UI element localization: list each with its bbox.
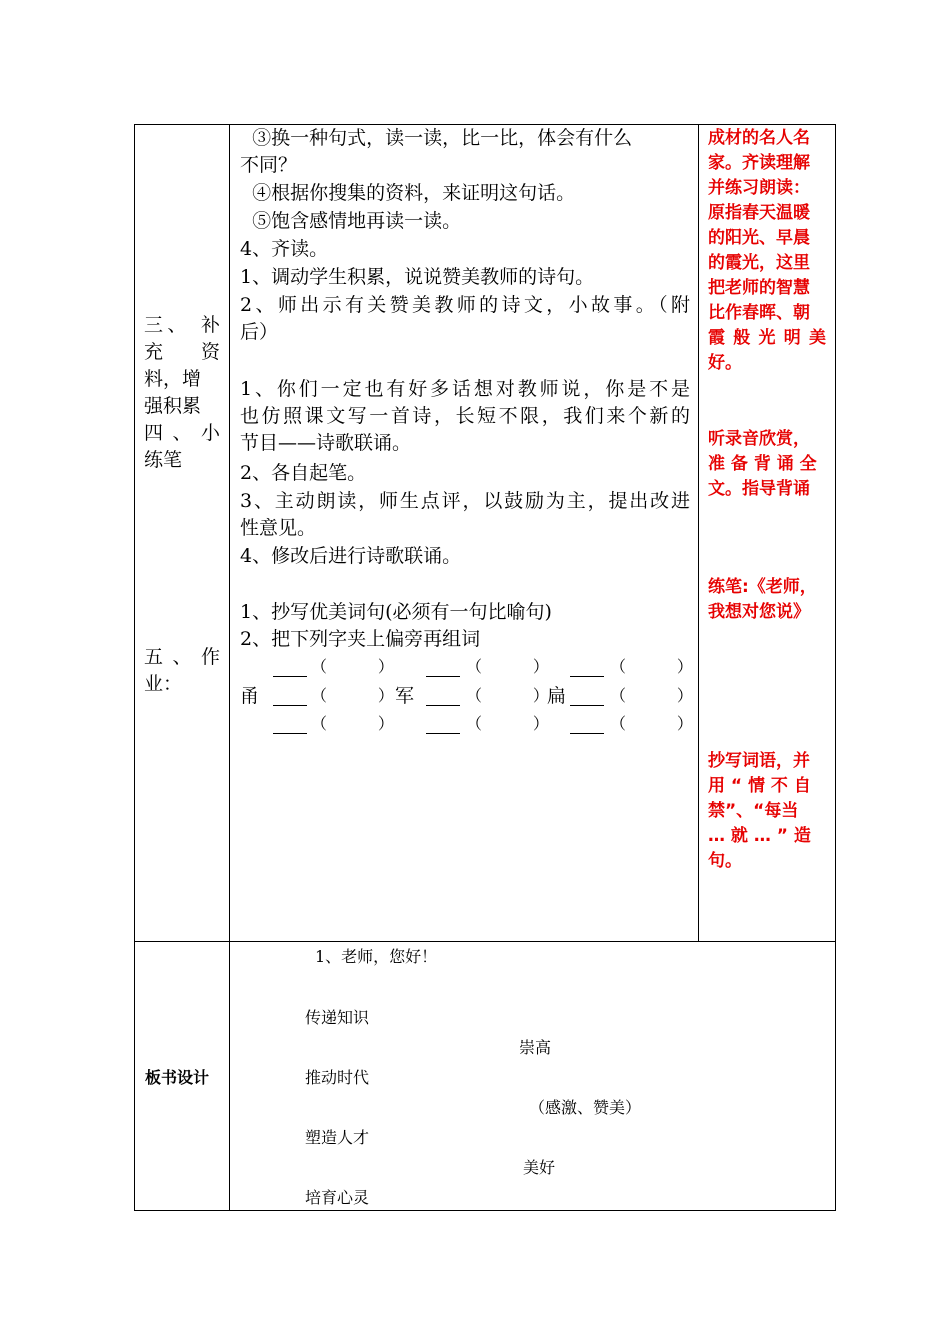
blank-line: [426, 733, 460, 734]
note-line: 禁”、“每当: [708, 801, 799, 821]
blank-line: [426, 705, 460, 706]
paren-blank: （ ）: [466, 657, 549, 676]
note-line: 准 备 背 诵 全: [708, 454, 817, 474]
note-line: 并练习朗读：: [708, 178, 810, 198]
paren-blank: （ ）: [311, 686, 394, 705]
note-line: 原指春天温暖: [708, 203, 810, 223]
text-line: 不同？: [240, 154, 298, 176]
text-line: ③换一种句式，读一读，比一比，体会有什么: [240, 127, 633, 149]
text-line: 2、把下列字夹上偏旁再组词: [240, 628, 481, 650]
blank-line: [570, 733, 604, 734]
text-line: 1、抄写优美词句(必须有一句比喻句): [240, 601, 552, 623]
label-line: 强积累: [144, 395, 202, 417]
text-line: 2、各自起笔。: [240, 462, 367, 484]
note-line: 的阳光、早晨: [708, 228, 810, 248]
label-line: 练笔: [144, 449, 183, 471]
paren-blank: （ ）: [610, 657, 693, 676]
blank-line: [273, 676, 307, 677]
col-divider-1: [229, 124, 230, 1211]
text-line: 后）: [240, 321, 279, 343]
note-line: … 就 … ” 造: [708, 826, 811, 846]
board-title: 1、老师，您好！: [315, 947, 438, 966]
text-line: 2、师出示有关赞美教师的诗文，小故事。（附: [240, 294, 690, 316]
text-line: ④根据你搜集的资料，来证明这句话。: [240, 182, 576, 204]
text-line: 性意见。: [240, 517, 317, 539]
text-line: 3、主动朗读，师生点评，以鼓励为主，提出改进: [240, 490, 690, 512]
paren-blank: （ ）: [311, 714, 394, 733]
exercise-char: 甬: [240, 685, 260, 707]
blank-line: [273, 733, 307, 734]
note-line: 比作春晖、朝: [708, 303, 810, 323]
note-line: 练笔:《老师，: [708, 577, 817, 597]
paren-blank: （ ）: [311, 657, 394, 676]
text-line: 4、修改后进行诗歌联诵。: [240, 545, 462, 567]
note-line: 听录音欣赏，: [708, 429, 810, 449]
note-line: 的霞光，这里: [708, 253, 810, 273]
text-line: 1、调动学生积累，说说赞美教师的诗句。: [240, 266, 595, 288]
exercise-char: 军: [395, 685, 415, 707]
paren-blank: （ ）: [466, 714, 549, 733]
board-item: 培育心灵: [305, 1188, 370, 1207]
col-divider-2: [698, 124, 699, 942]
text-line: 也仿照课文写一首诗，长短不限，我们来个新的: [240, 405, 690, 427]
board-item: 塑造人才: [305, 1128, 370, 1147]
row-divider: [134, 941, 836, 942]
paren-blank: （ ）: [610, 714, 693, 733]
note-line: 句。: [708, 851, 742, 871]
blank-line: [570, 705, 604, 706]
text-line: 1、你们一定也有好多话想对教师说，你是不是: [240, 378, 690, 400]
text-line: ⑤饱含感情地再读一读。: [240, 210, 462, 232]
table-bottom-border: [134, 1210, 836, 1211]
text-line: 节目——诗歌联诵。: [240, 432, 412, 454]
label-line: 业：: [144, 673, 183, 695]
label-line: 四、小: [144, 422, 220, 444]
note-line: 我想对您说》: [708, 602, 810, 622]
blank-line: [426, 676, 460, 677]
table-left-border: [134, 124, 135, 1211]
note-line: 抄写词语，并: [708, 751, 810, 771]
note-line: 成材的名人名: [708, 128, 810, 148]
text-line: 4、齐读。: [240, 238, 329, 260]
label-line: 三、 补: [144, 314, 220, 336]
table-right-border: [835, 124, 836, 1211]
board-item: 传递知识: [305, 1008, 370, 1027]
note-line: 霞般光明美: [708, 328, 826, 348]
blank-line: [273, 705, 307, 706]
board-word: 美好: [523, 1158, 556, 1177]
note-line: 把老师的智慧: [708, 278, 810, 298]
label-line: 充 资: [144, 341, 220, 363]
note-line: 家。齐读理解: [708, 153, 810, 173]
exercise-char: 扁: [547, 685, 567, 707]
blank-line: [570, 676, 604, 677]
board-word: （感激、赞美）: [529, 1098, 642, 1117]
board-item: 推动时代: [305, 1068, 370, 1087]
board-word: 崇高: [519, 1038, 552, 1057]
label-line: 五、作: [144, 646, 220, 668]
note-line: 用 “ 情 不 自: [708, 776, 811, 796]
label-line: 料，增: [144, 368, 202, 390]
paren-blank: （ ）: [610, 686, 693, 705]
paren-blank: （ ）: [466, 686, 549, 705]
note-line: 文。指导背诵: [708, 479, 810, 499]
board-design-header: 板书设计: [145, 1068, 210, 1087]
note-line: 好。: [708, 353, 742, 373]
